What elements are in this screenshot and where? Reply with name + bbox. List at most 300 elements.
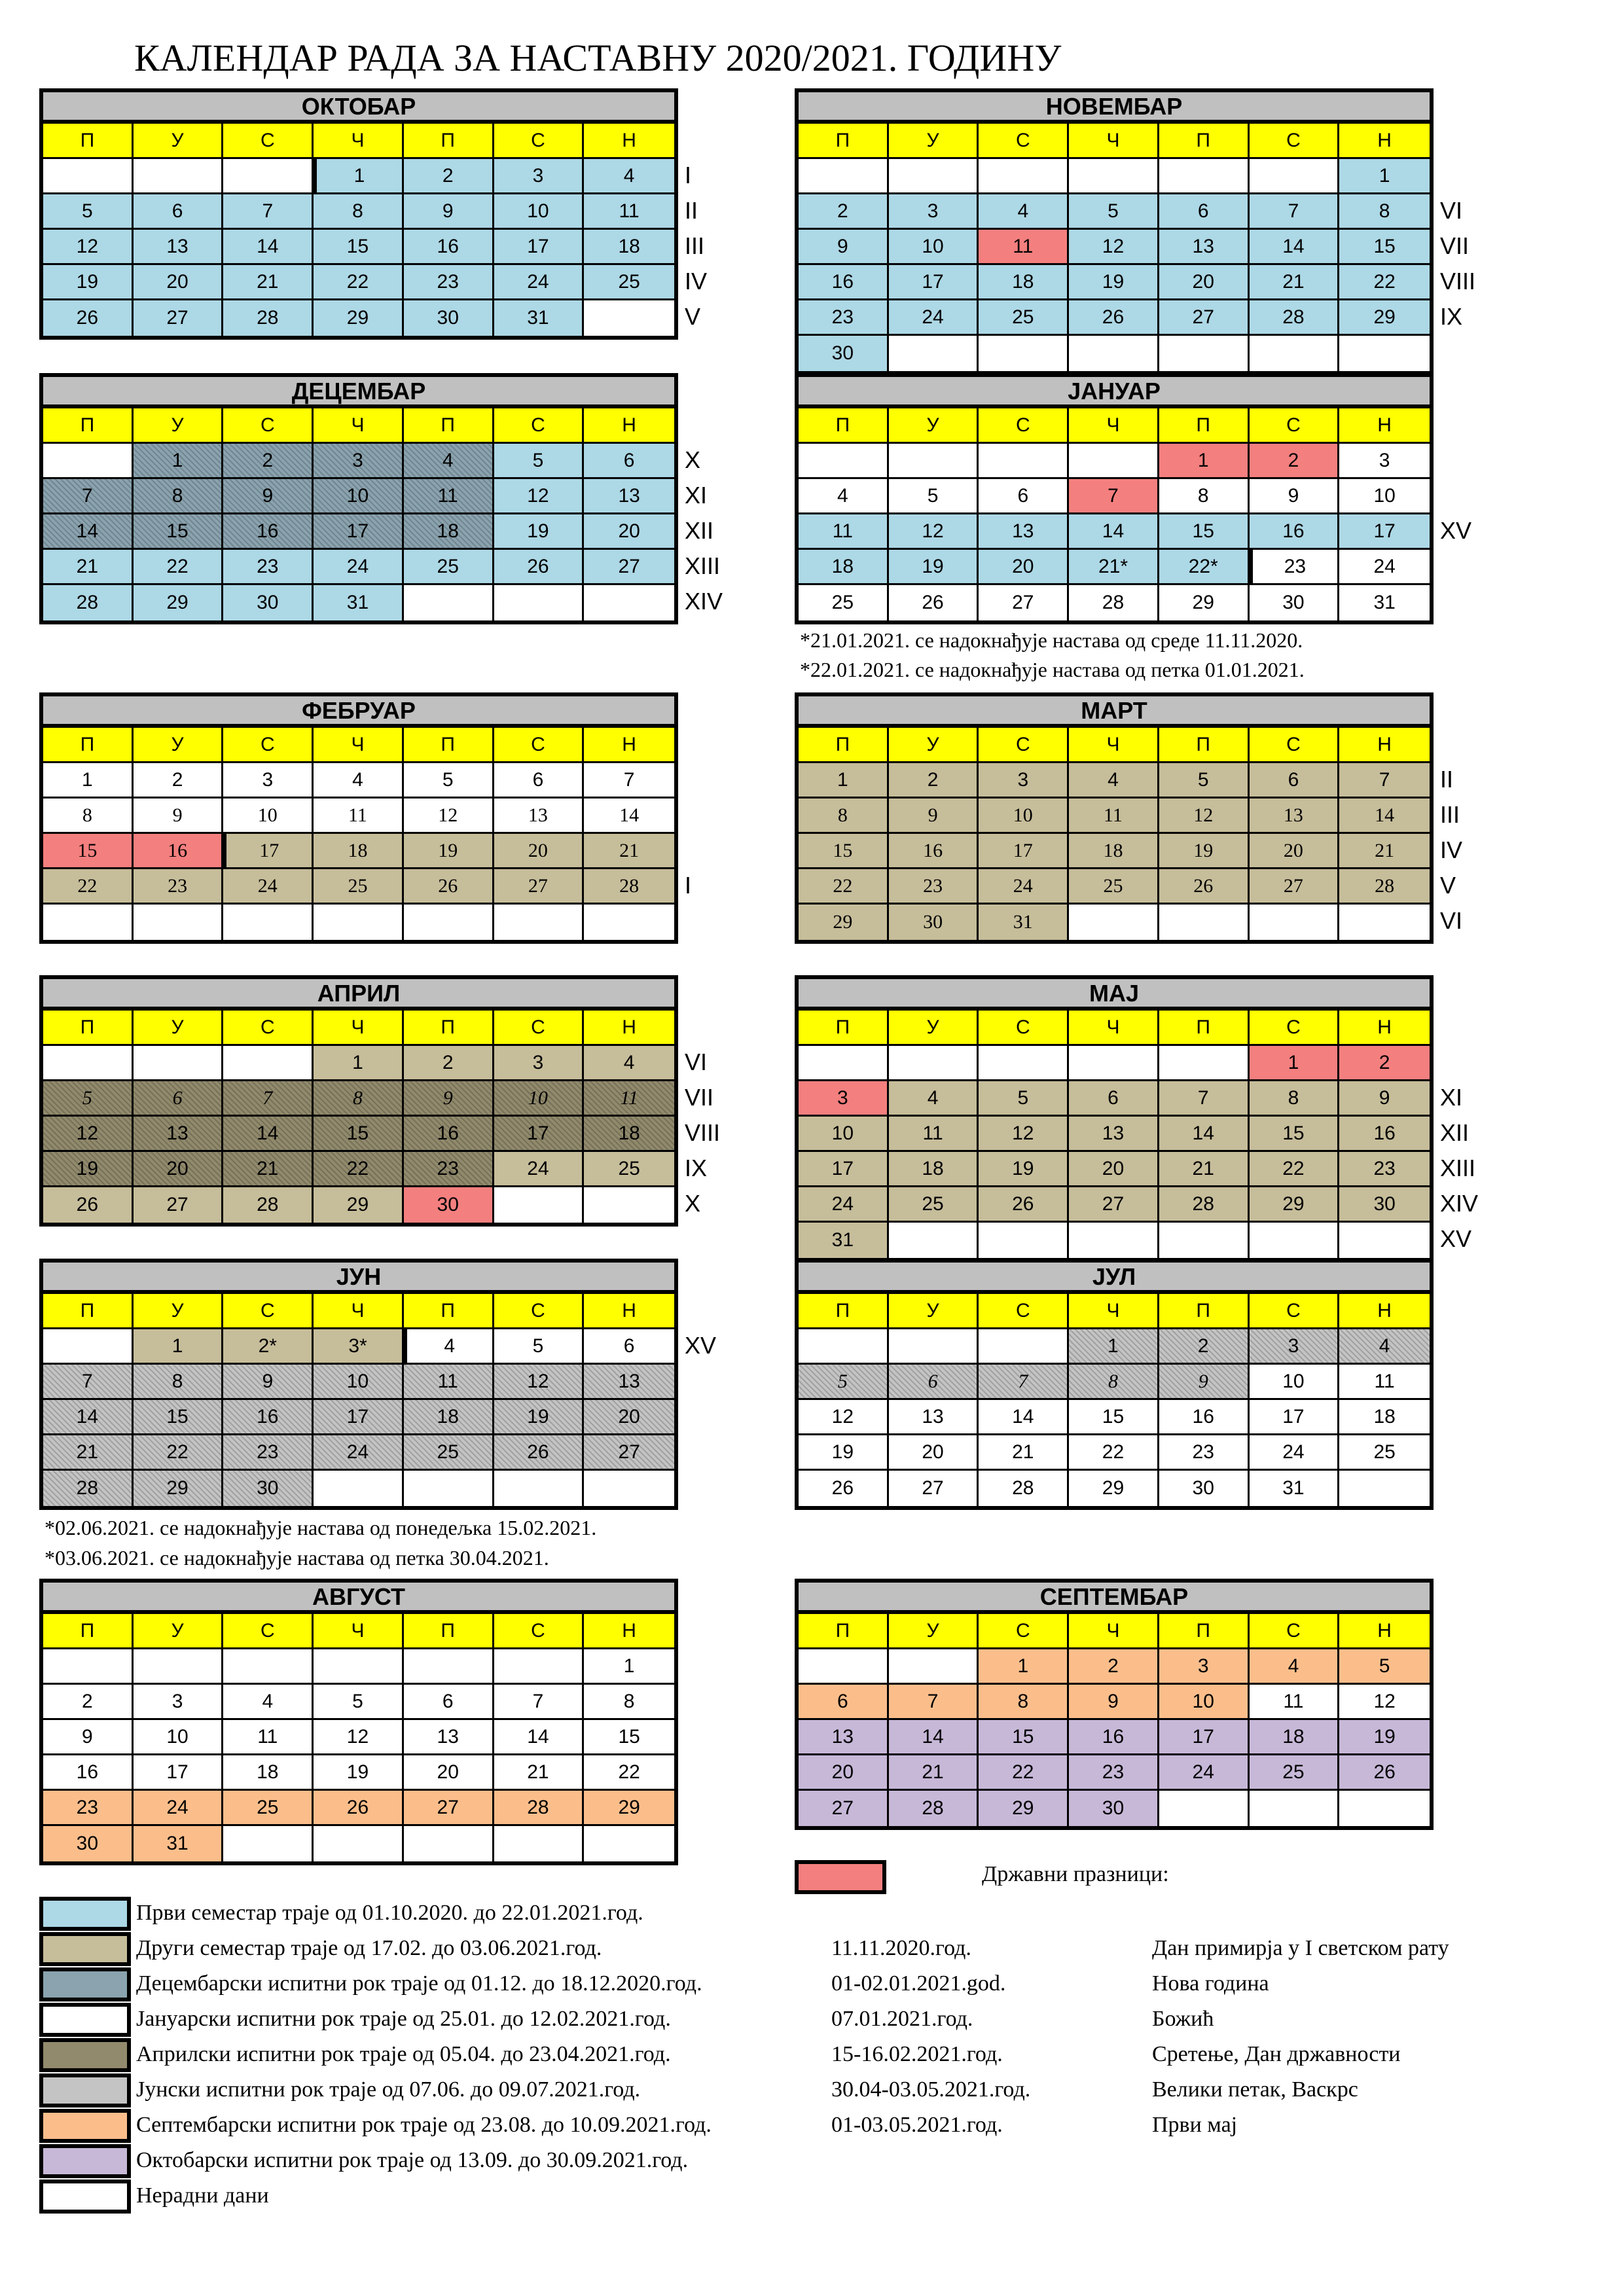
weekday-header: У xyxy=(134,1614,224,1649)
day-cell: 14 xyxy=(1339,798,1430,834)
legend-text: Други семестар траје од 17.02. до 03.06.2021.год. xyxy=(136,1936,602,1960)
week-number: IV xyxy=(1440,836,1463,863)
day-cell: 27 xyxy=(404,1791,494,1826)
day-cell: 22* xyxy=(1159,550,1250,585)
day-cell xyxy=(889,1329,979,1365)
day-cell: 7 xyxy=(223,194,314,230)
day-cell: 12 xyxy=(889,514,979,550)
day-cell: 17 xyxy=(1159,1720,1250,1755)
day-cell: 20 xyxy=(404,1755,494,1791)
day-cell: 16 xyxy=(404,230,494,265)
week-number: XIV xyxy=(1440,1190,1479,1217)
day-cell: 28 xyxy=(43,585,134,620)
day-cell: 27 xyxy=(1069,1187,1159,1223)
month-title: ДЕЦЕМБАР xyxy=(39,373,678,408)
weekday-header: Ч xyxy=(1069,728,1159,763)
weekday-header: С xyxy=(979,124,1069,159)
day-cell: 15 xyxy=(1250,1117,1340,1152)
month-grid xyxy=(795,408,1434,624)
day-cell: 19 xyxy=(1339,1720,1430,1755)
day-cell: 21 xyxy=(43,550,134,585)
day-cell: 18 xyxy=(889,1152,979,1187)
weekday-header: Ч xyxy=(1069,1294,1159,1329)
day-cell: 19 xyxy=(889,550,979,585)
weekday-header: Н xyxy=(1339,1011,1430,1046)
weekday-header: П xyxy=(404,1614,494,1649)
week-number: VIII xyxy=(1440,268,1476,295)
day-cell: 10 xyxy=(134,1720,224,1755)
day-cell: 18 xyxy=(404,514,494,550)
day-cell xyxy=(1250,336,1340,371)
day-cell: 23 xyxy=(404,1152,494,1187)
day-cell: 27 xyxy=(979,585,1069,620)
day-cell: 1 xyxy=(1069,1329,1159,1365)
day-cell: 21* xyxy=(1069,550,1159,585)
day-cell: 18 xyxy=(584,1117,674,1152)
day-cell: 30 xyxy=(43,1826,134,1861)
day-cell: 3 xyxy=(314,444,404,479)
month-grid xyxy=(795,124,1434,375)
day-cell xyxy=(889,159,979,194)
week-number: IX xyxy=(1440,303,1463,330)
day-cell: 22 xyxy=(1069,1435,1159,1471)
month-grid xyxy=(39,408,678,624)
weekday-header: С xyxy=(223,728,314,763)
day-cell: 16 xyxy=(1339,1117,1430,1152)
month-8 xyxy=(795,975,1434,1251)
day-cell: 5 xyxy=(1339,1649,1430,1685)
day-cell: 29 xyxy=(1339,300,1430,336)
day-cell: 19 xyxy=(404,834,494,869)
day-cell: 27 xyxy=(134,300,224,336)
week-number: II xyxy=(685,197,698,224)
day-cell: 28 xyxy=(1339,869,1430,905)
day-cell: 16 xyxy=(889,834,979,869)
weekday-header: П xyxy=(1159,1011,1250,1046)
weekday-header: Н xyxy=(1339,1614,1430,1649)
weekday-header: П xyxy=(799,1011,889,1046)
day-cell: 5 xyxy=(404,763,494,798)
day-cell: 10 xyxy=(979,798,1069,834)
weekday-header: Ч xyxy=(314,408,404,444)
day-cell: 25 xyxy=(799,585,889,620)
day-cell: 24 xyxy=(494,1152,585,1187)
day-cell: 3 xyxy=(134,1685,224,1720)
day-cell xyxy=(584,1826,674,1861)
day-cell: 10 xyxy=(494,1081,585,1117)
day-cell: 15 xyxy=(134,514,224,550)
day-cell xyxy=(1250,1791,1340,1826)
weekday-header: С xyxy=(1250,1614,1340,1649)
day-cell: 16 xyxy=(1250,514,1340,550)
day-cell: 18 xyxy=(799,550,889,585)
day-cell xyxy=(1339,905,1430,940)
day-cell: 5 xyxy=(1159,763,1250,798)
week-number: III xyxy=(1440,801,1460,828)
day-cell: 2 xyxy=(1250,444,1340,479)
day-cell: 10 xyxy=(223,798,314,834)
day-cell: 10 xyxy=(1250,1365,1340,1400)
day-cell: 2 xyxy=(404,1046,494,1081)
day-cell: 4 xyxy=(404,1329,494,1365)
day-cell: 26 xyxy=(43,1187,134,1223)
day-cell: 21 xyxy=(889,1755,979,1791)
day-cell xyxy=(1339,1791,1430,1826)
day-cell: 3 xyxy=(799,1081,889,1117)
day-cell: 19 xyxy=(1159,834,1250,869)
day-cell xyxy=(584,1471,674,1506)
day-cell: 8 xyxy=(1159,479,1250,514)
day-cell: 15 xyxy=(134,1400,224,1435)
holiday-date: 07.01.2021.год. xyxy=(831,2007,973,2031)
day-cell: 29 xyxy=(314,300,404,336)
day-cell xyxy=(1069,1046,1159,1081)
day-cell: 2* xyxy=(223,1329,314,1365)
holiday-date: 01-02.01.2021.god. xyxy=(831,1971,1006,1996)
day-cell: 22 xyxy=(314,1152,404,1187)
month-10 xyxy=(795,1259,1434,1530)
day-cell: 21 xyxy=(43,1435,134,1471)
day-cell: 19 xyxy=(43,265,134,300)
day-cell: 7 xyxy=(979,1365,1069,1400)
weekday-header: Н xyxy=(584,408,674,444)
day-cell: 19 xyxy=(314,1755,404,1791)
day-cell xyxy=(1159,159,1250,194)
legend-swatch xyxy=(39,1932,131,1966)
day-cell: 25 xyxy=(584,1152,674,1187)
day-cell: 17 xyxy=(1250,1400,1340,1435)
day-cell: 4 xyxy=(584,159,674,194)
day-cell xyxy=(1069,444,1159,479)
day-cell: 25 xyxy=(979,300,1069,336)
day-cell: 20 xyxy=(1159,265,1250,300)
day-cell: 25 xyxy=(314,869,404,905)
week-number: VIII xyxy=(685,1119,721,1146)
weekday-header: П xyxy=(43,124,134,159)
day-cell: 17 xyxy=(889,265,979,300)
day-cell: 24 xyxy=(799,1187,889,1223)
day-cell: 6 xyxy=(1159,194,1250,230)
month-grid xyxy=(39,1294,678,1510)
weekday-header: П xyxy=(799,1614,889,1649)
weekday-header: С xyxy=(494,1011,585,1046)
holiday-date: 01-03.05.2021.год. xyxy=(831,2113,1003,2137)
day-cell: 6 xyxy=(404,1685,494,1720)
day-cell: 12 xyxy=(979,1117,1069,1152)
weekday-header: Н xyxy=(584,1011,674,1046)
day-cell: 7 xyxy=(584,763,674,798)
day-cell: 17 xyxy=(314,1400,404,1435)
day-cell: 14 xyxy=(1250,230,1340,265)
legend-swatch xyxy=(39,2073,131,2108)
month-3 xyxy=(39,373,678,645)
day-cell: 3 xyxy=(889,194,979,230)
week-number: VI xyxy=(1440,197,1463,224)
day-cell: 20 xyxy=(889,1435,979,1471)
day-cell: 29 xyxy=(799,905,889,940)
weekday-header: Ч xyxy=(1069,1011,1159,1046)
day-cell xyxy=(404,905,494,940)
day-cell: 21 xyxy=(1159,1152,1250,1187)
day-cell: 26 xyxy=(1339,1755,1430,1791)
day-cell: 30 xyxy=(1069,1791,1159,1826)
day-cell: 29 xyxy=(1250,1187,1340,1223)
day-cell: 2 xyxy=(1159,1329,1250,1365)
day-cell: 24 xyxy=(494,265,585,300)
day-cell: 8 xyxy=(43,798,134,834)
weekday-header: С xyxy=(494,124,585,159)
holiday-name: Сретење, Дан државности xyxy=(1152,2042,1401,2066)
day-cell: 6 xyxy=(134,194,224,230)
day-cell xyxy=(799,1329,889,1365)
day-cell: 28 xyxy=(223,300,314,336)
legend-swatch xyxy=(39,2144,131,2178)
day-cell: 26 xyxy=(1159,869,1250,905)
holiday-name: Божић xyxy=(1152,2007,1214,2031)
day-cell: 9 xyxy=(1339,1081,1430,1117)
day-cell xyxy=(43,444,134,479)
day-cell: 28 xyxy=(1159,1187,1250,1223)
day-cell xyxy=(1339,336,1430,371)
day-cell: 11 xyxy=(1069,798,1159,834)
day-cell: 4 xyxy=(1069,763,1159,798)
day-cell xyxy=(584,905,674,940)
day-cell: 20 xyxy=(584,514,674,550)
weekday-header: У xyxy=(134,728,224,763)
day-cell: 11 xyxy=(314,798,404,834)
day-cell: 2 xyxy=(799,194,889,230)
day-cell: 8 xyxy=(1250,1081,1340,1117)
weekday-header: У xyxy=(889,1011,979,1046)
legend-swatch xyxy=(39,1967,131,2001)
day-cell: 9 xyxy=(1069,1685,1159,1720)
day-cell: 13 xyxy=(404,1720,494,1755)
holiday-date: 11.11.2020.год. xyxy=(831,1936,971,1960)
weekday-header: П xyxy=(404,124,494,159)
day-cell: 7 xyxy=(889,1685,979,1720)
day-cell: 19 xyxy=(43,1152,134,1187)
month-5 xyxy=(39,692,678,964)
day-cell: 6 xyxy=(889,1365,979,1400)
weekday-header: Н xyxy=(1339,408,1430,444)
day-cell xyxy=(1250,905,1340,940)
day-cell: 8 xyxy=(314,194,404,230)
day-cell: 16 xyxy=(134,834,224,869)
day-cell xyxy=(494,1649,585,1685)
weekday-header: Н xyxy=(584,124,674,159)
day-cell: 17 xyxy=(134,1755,224,1791)
day-cell: 24 xyxy=(1250,1435,1340,1471)
weekday-header: У xyxy=(134,1011,224,1046)
month-6 xyxy=(795,692,1434,964)
weekday-header: П xyxy=(43,408,134,444)
day-cell: 23 xyxy=(223,550,314,585)
legend-text: Први семестар траје од 01.10.2020. до 22.01.2021.год. xyxy=(136,1901,643,1925)
legend-swatch xyxy=(39,2179,131,2214)
day-cell: 20 xyxy=(584,1400,674,1435)
day-cell xyxy=(979,1329,1069,1365)
month-grid xyxy=(795,1614,1434,1830)
weekday-header: С xyxy=(979,408,1069,444)
day-cell xyxy=(1159,336,1250,371)
day-cell: 5 xyxy=(799,1365,889,1400)
weekday-header: Ч xyxy=(314,1011,404,1046)
day-cell: 29 xyxy=(1159,585,1250,620)
day-cell: 23 xyxy=(134,869,224,905)
day-cell: 25 xyxy=(1339,1435,1430,1471)
day-cell: 3 xyxy=(979,763,1069,798)
day-cell: 5 xyxy=(889,479,979,514)
day-cell: 29 xyxy=(134,1471,224,1506)
weekday-header: С xyxy=(979,728,1069,763)
weekday-header: Н xyxy=(584,728,674,763)
day-cell: 13 xyxy=(134,230,224,265)
day-cell: 22 xyxy=(43,869,134,905)
day-cell: 28 xyxy=(43,1471,134,1506)
week-number: V xyxy=(1440,872,1456,899)
day-cell: 28 xyxy=(1069,585,1159,620)
day-cell: 15 xyxy=(979,1720,1069,1755)
day-cell: 18 xyxy=(1069,834,1159,869)
weekday-header: Ч xyxy=(314,1614,404,1649)
june-note-2: *03.06.2021. се надокнађује настава од петка 30.04.2021. xyxy=(45,1546,549,1570)
day-cell: 17 xyxy=(1339,514,1430,550)
day-cell: 31 xyxy=(1339,585,1430,620)
day-cell xyxy=(134,1046,224,1081)
weekday-header: Ч xyxy=(314,124,404,159)
day-cell: 4 xyxy=(1250,1649,1340,1685)
day-cell xyxy=(1069,1223,1159,1258)
day-cell: 23 xyxy=(799,300,889,336)
weekday-header: С xyxy=(979,1011,1069,1046)
day-cell: 19 xyxy=(979,1152,1069,1187)
day-cell: 24 xyxy=(314,550,404,585)
day-cell xyxy=(223,1046,314,1081)
week-number: III xyxy=(685,232,705,259)
day-cell: 26 xyxy=(1069,300,1159,336)
june-note-1: *02.06.2021. се надокнађује настава од понедељка 15.02.2021. xyxy=(45,1516,597,1539)
weekday-header: Н xyxy=(1339,728,1430,763)
day-cell: 12 xyxy=(404,798,494,834)
day-cell: 10 xyxy=(314,1365,404,1400)
day-cell xyxy=(889,1649,979,1685)
week-number: XV xyxy=(1440,1225,1472,1252)
day-cell: 4 xyxy=(1339,1329,1430,1365)
weekday-header: С xyxy=(979,1614,1069,1649)
day-cell: 14 xyxy=(1159,1117,1250,1152)
month-title: ЈАНУАР xyxy=(795,373,1434,408)
day-cell: 5 xyxy=(979,1081,1069,1117)
january-note-2: *22.01.2021. се надокнађује настава од петка 01.01.2021. xyxy=(800,658,1305,681)
day-cell: 29 xyxy=(979,1791,1069,1826)
day-cell: 9 xyxy=(404,1081,494,1117)
day-cell xyxy=(1069,905,1159,940)
week-number: VII xyxy=(685,1084,714,1111)
day-cell: 1 xyxy=(1250,1046,1340,1081)
weekday-header: П xyxy=(43,1614,134,1649)
legend-swatch xyxy=(39,2109,131,2143)
weekday-header: Ч xyxy=(314,1294,404,1329)
day-cell: 22 xyxy=(1339,265,1430,300)
month-title: АПРИЛ xyxy=(39,975,678,1011)
day-cell xyxy=(799,444,889,479)
month-grid xyxy=(39,1011,678,1227)
week-number: XII xyxy=(685,517,714,544)
day-cell: 27 xyxy=(889,1471,979,1506)
weekday-header: П xyxy=(799,408,889,444)
day-cell: 13 xyxy=(1250,798,1340,834)
day-cell: 22 xyxy=(799,869,889,905)
day-cell: 13 xyxy=(979,514,1069,550)
weekday-header: П xyxy=(1159,408,1250,444)
weekday-header: Н xyxy=(1339,124,1430,159)
day-cell: 16 xyxy=(223,514,314,550)
day-cell: 15 xyxy=(1339,230,1430,265)
day-cell: 24 xyxy=(134,1791,224,1826)
day-cell: 28 xyxy=(1250,300,1340,336)
day-cell xyxy=(494,1471,585,1506)
day-cell: 2 xyxy=(1069,1649,1159,1685)
day-cell: 9 xyxy=(223,479,314,514)
day-cell xyxy=(134,905,224,940)
day-cell: 11 xyxy=(1250,1685,1340,1720)
day-cell: 11 xyxy=(404,479,494,514)
day-cell: 18 xyxy=(314,834,404,869)
day-cell: 13 xyxy=(889,1400,979,1435)
weekday-header: П xyxy=(43,728,134,763)
day-cell xyxy=(889,1046,979,1081)
day-cell xyxy=(1159,1223,1250,1258)
week-number: I xyxy=(685,872,692,899)
day-cell: 3* xyxy=(314,1329,404,1365)
weekday-header: П xyxy=(799,124,889,159)
day-cell: 30 xyxy=(1339,1187,1430,1223)
weekday-header: С xyxy=(494,728,585,763)
day-cell: 20 xyxy=(494,834,585,869)
day-cell: 24 xyxy=(979,869,1069,905)
weekday-header: У xyxy=(889,728,979,763)
day-cell xyxy=(404,1649,494,1685)
day-cell: 12 xyxy=(1159,798,1250,834)
month-grid xyxy=(39,728,678,944)
day-cell: 8 xyxy=(1339,194,1430,230)
day-cell: 12 xyxy=(494,1365,585,1400)
day-cell: 14 xyxy=(43,1400,134,1435)
weekday-header: У xyxy=(889,408,979,444)
day-cell: 28 xyxy=(584,869,674,905)
day-cell: 13 xyxy=(799,1720,889,1755)
month-title: ОКТОБАР xyxy=(39,88,678,124)
day-cell xyxy=(799,1046,889,1081)
day-cell xyxy=(43,1649,134,1685)
day-cell: 17 xyxy=(223,834,314,869)
day-cell: 15 xyxy=(584,1720,674,1755)
week-number: IV xyxy=(685,268,708,295)
day-cell: 8 xyxy=(979,1685,1069,1720)
day-cell: 27 xyxy=(799,1791,889,1826)
day-cell: 25 xyxy=(1069,869,1159,905)
month-2 xyxy=(795,88,1434,364)
day-cell: 3 xyxy=(223,763,314,798)
month-title: ФЕБРУАР xyxy=(39,692,678,728)
weekday-header: П xyxy=(404,1294,494,1329)
week-number: XIII xyxy=(1440,1155,1476,1181)
day-cell: 1 xyxy=(1339,159,1430,194)
day-cell: 1 xyxy=(979,1649,1069,1685)
day-cell: 2 xyxy=(889,763,979,798)
day-cell: 12 xyxy=(43,1117,134,1152)
day-cell: 9 xyxy=(889,798,979,834)
